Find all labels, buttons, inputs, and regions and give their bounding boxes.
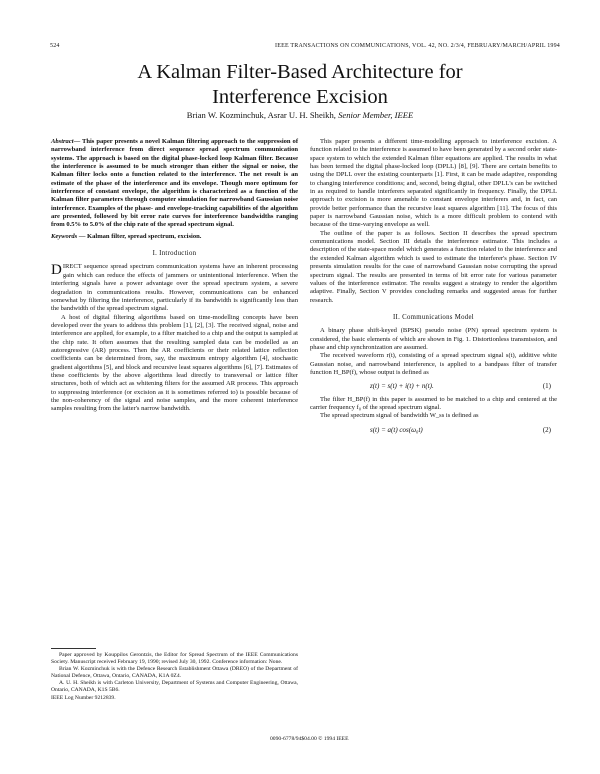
intro-paragraph-2: A host of digital filtering algorithms based on time-modelling concepts have been developed over the years to address this problem [1], [2], [3]. The received signal, noise and interference are applied, for example, to a filter matched to a chip and the output is sampled at the chip rate. It often assumes that the resulting sampled data can be modelled as an autoregressive (AR) process. Then the AR coefficients or their related lattice reflection coefficients can be determined from, say, the maximum entropy algorithm [4], stochastic gradient algorithms [5], and block and recursive least squares algorithms [6], [7]. Estimates of these coefficients by the above algorithms lead directly to transversal or lattice filter structures, both of which act as whitening filters for the assumed AR process. This approach to suppressing interference (or excision as it is sometimes referred to) is possible because of the non-coherency of the signal and noise samples, and the more coherent interference samples resulting from the latter's narrow bandwidth. [51,313,298,413]
footnote [51,648,298,702]
body-paragraph-4: The received waveform r(t), consisting of a spread spectrum signal s(t), additive white Gaussian noise, and narrowband interference, is applied to a bandpass filter of transfer function H_BP(f), whose output is defined as [310,352,557,376]
abstract [51,138,298,230]
section-heading-communications-model: II. Communications Model [392,313,474,321]
copyright-line: 0090-6778/94$04.00 © 1994 IEEE [270,736,349,742]
keywords-text: — Kalman filter, spread spectrum, excision. [77,232,202,240]
equation-1-expression: z(t) = s(t) + i(t) + n(t). [370,382,434,391]
footnote-paragraph-3: A. U. H. Sheikh is with Carleton University, Department of Systems and Computer Engineering, Ottawa, Ontario, CANADA, K1S 5B6. [51,680,298,694]
abstract-lead: Abstract [51,138,74,145]
abstract-text: — This paper presents a novel Kalman filtering approach to the suppression of narrowband interference from direct sequence spread spectrum communication systems. The approach is based on the digital phase-locked loop Kalman filter. Because the interference is assumed to be much stronger than either the signal or noise, the Kalman filter locks onto a function related to the interference. The net result is an estimate of the phase of the interference and its envelope. Though more optimum for interference of constant envelope, the algorithm is characterized as a function of the Kalman filter parameters through computer simulation for narrowband Gaussian noise interference. Examples of the phase- and envelope-tracking capabilities of the algorithm are presented, followed by bit error rate curves for interference bandwidths ranging from 0.5% to 5.0% of the chip rate of the spread spectrum signal. [51,138,298,229]
keywords-lead: Keywords [51,232,78,240]
drop-cap: D [51,262,62,279]
intro-paragraph-1-text: IRECT sequence spread spectrum communication systems have an inherent processing gain which can reduce the effects of jammers or unintentional interference. When the interfering signals have a power advantage over the spread spectrum system, a severe degradation in communications results. However, communications can be enhanced somewhat by filtering the interference, particularly if its bandwidth is significantly less than the bandwidth of the spread spectrum signal. [51,263,298,313]
equation-1 [310,382,557,390]
page-number: 524 [50,43,60,49]
equation-2-number: (2) [542,425,551,434]
ieee-log-number: IEEE Log Number 9212839. [51,694,116,701]
body-paragraph-5: The filter H_BP(f) in this paper is assumed to be matched to a chip and centered at the carrier frequency f₀ of the spread spectrum signal. [310,395,557,411]
intro-paragraph-1 [51,263,298,313]
left-column [51,138,298,414]
footnote-paragraph-2: Brian W. Kozminchuk is with the Defence Research Establishment Ottawa (DREO) of the Department of National Defence, Ottawa, Ontario, CANADA, K1A 0Z4. [51,666,298,680]
equation-2 [310,426,557,434]
journal-header: IEEE TRANSACTIONS ON COMMUNICATIONS, VOL. 42, NO. 2/3/4, FEBRUARY/MARCH/APRIL 1994 [275,43,560,49]
author-line [40,110,560,120]
footnote-rule [51,648,96,649]
author-role: Senior Member, IEEE [338,110,414,120]
keywords [51,233,298,241]
body-paragraph-6: The spread spectrum signal of bandwidth W_ss is defined as [320,412,479,420]
title-line-1: A Kalman Filter-Based Architecture for [137,61,463,83]
title-line-2: Interference Excision [212,86,388,108]
body-paragraph-1: This paper presents a different time-modelling approach to interference excision. A function related to the interference is assumed to have been generated by a second order state-space system to which the extended Kalman filter equations are applied. The results in what has been termed the digital phase-locked loop (DPLL) [8], [9]. There are certain benefits to using the DPLL over the existing counterparts [1]. First, it can be made adaptive, responding to changing interference conditions; and, second, being digital, other DPLL's can be switched in as required to handle interferers separated significantly in frequency. Finally, the DPLL approach to excision is more amenable to constant envelope interferers and, in fact, can provide better performance than the recursive least squares algorithm [11]. The focus of this paper is narrowband Gaussian noise, which is a more difficult problem to contend with because of the time-varying envelope as well. [310,138,557,229]
running-head [50,43,560,53]
section-heading-introduction: I. Introduction [152,250,197,258]
body-paragraph-2: The outline of the paper is as follows. Section II describes the spread spectrum communications model. Section III details the interference estimator. This includes a description of the state-space model which generates a function related to the interference and the extended Kalman algorithm which is used to estimate the interferer's phase. Section IV presents simulation results for the case of narrowband Gaussian noise corrupting the spread spectrum signal. The results are presented in terms of bit error rate for various parameter values of the interference estimator. The results suggest a strategy to render the algorithm adaptive. Finally, Section V provides concluding remarks and suggested areas for further research. [310,229,557,304]
body-paragraph-3: A binary phase shift-keyed (BPSK) pseudo noise (PN) spread spectrum system is considered, the basic elements of which are shown in Fig. 1. Distortionless transmission, and phase and chip synchronization are assumed. [310,327,557,351]
paper-title [40,60,560,110]
equation-1-number: (1) [542,382,551,391]
footnote-paragraph-1: Paper approved by Kouppilos Gerontzis, the Editor for Spread Spectrum of the IEEE Communications Society. Manuscript received February 19, 1990; revised July 30, 1992. Conference information: None. [51,652,298,666]
right-column [310,138,557,439]
author-names: Brian W. Kozminchuk, Asrar U. H. Sheikh, [186,110,336,120]
equation-2-expression: s(t) = a(t) cos(ω₀t) [370,425,423,434]
